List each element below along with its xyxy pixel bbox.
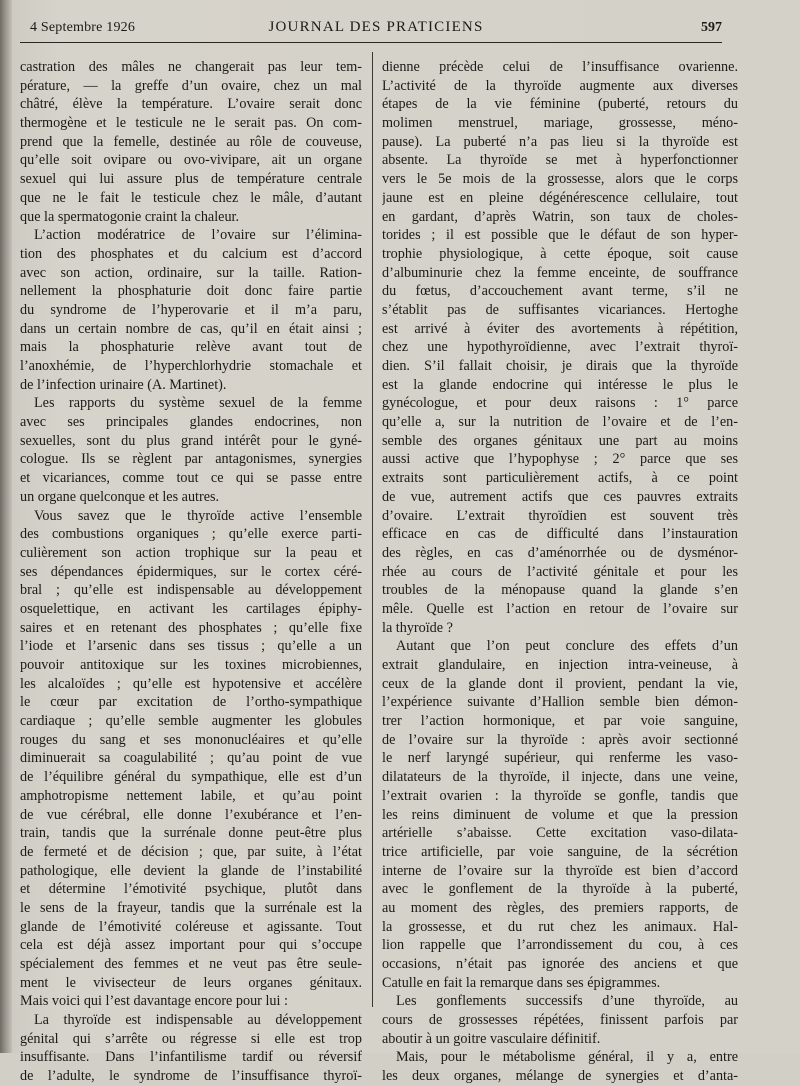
text-line: de vue cérébral, elle donne l’exubérance et l’en- <box>20 806 362 823</box>
text-line: amphotropisme nettement labile, et qu’au point <box>20 787 362 804</box>
text-line: de vue, autrement actifs que ces pauvres extraits <box>382 488 738 505</box>
text-line: d’albuminurie chez la femme enceinte, de souffrance <box>382 264 738 281</box>
text-line: sexuelles, sont du plus grand intérêt pour le gyné- <box>20 432 362 449</box>
text-line: de fermeté et de décision ; que, par suite, à l’état <box>20 843 362 860</box>
text-line: diminuerait sa coagulabilité ; qu’au point de vue <box>20 750 362 767</box>
text-line: Catulle en fait la remarque dans ses épigrammes. <box>382 974 661 991</box>
text-line: d’ovaire. L’extrait thyroïdien est souvent très <box>382 507 738 524</box>
text-line: l’expérience suivante d’Hallion semble bien démon- <box>382 694 738 711</box>
text-line: pathologique, elle devient la glande de l’instabilité <box>20 862 362 879</box>
text-line: train, tandis que la surrénale donne peut-être plus <box>20 825 362 842</box>
text-line: Vous savez que le thyroïde active l’ensemble <box>34 507 362 524</box>
text-line: et vicariances, comme tout ce qui se passe entre <box>20 470 362 487</box>
text-line: pouvoir antitoxique sur les toxines microbiennes, <box>20 657 362 673</box>
text-line: de l’infection urinaire (A. Martinet). <box>20 376 227 393</box>
text-line: nellement la phosphaturie doit donc faire partie <box>20 283 362 300</box>
text-line: molimen menstruel, mariage, grossesse, méno- <box>382 115 738 132</box>
text-line: bral ; qu’elle est indispensable au développement <box>20 582 362 599</box>
text-line: L’action modératrice de l’ovaire sur l’élimina- <box>34 227 362 244</box>
text-line: ses dépendances épidermiques, sur le cortex céré- <box>20 563 362 580</box>
text-line: s’établit pas de suffisantes vicariances. Hertoghe <box>382 301 738 318</box>
text-line: cela est déjà assez important pour qui s’occupe <box>20 937 362 954</box>
text-line: gynécologue, et pour deux raisons : 1° parce <box>382 395 738 412</box>
text-line: Autant que l’on peut conclure des effets d’un <box>396 638 738 655</box>
text-line: cologue. Ils se règlent par antagonismes, synergies <box>20 451 362 468</box>
text-line: du syndrome de l’hyperovarie et il m’a paru, <box>20 301 362 318</box>
text-line: torides ; il est possible que le défaut de son hyper- <box>382 227 738 244</box>
text-line: les deux organes, mélange de synergies et d’anta- <box>382 1068 738 1085</box>
text-line: Les rapports du système sexuel de la femme <box>34 395 362 412</box>
text-line: les alcaloïdes ; qu’elle est hypotensive et accélère <box>20 675 362 692</box>
text-line: L’activité de la thyroïde augmente aux diverses <box>382 77 738 94</box>
text-line: est arrivé à éviter des avortements à répétition, <box>382 320 738 337</box>
running-header <box>30 16 722 40</box>
text-line: dien. S’il fallait choisir, je dirais que la thyroïde <box>382 358 738 374</box>
text-line: cours de grossesses répétées, finissent parfois par <box>382 1012 738 1029</box>
text-line: le cœur par excitation de l’ortho-sympathique <box>20 694 362 711</box>
text-line: que la spermatogonie craint la chaleur. <box>20 208 240 225</box>
text-line: au moment des règles, des premiers rapports, de <box>382 899 738 916</box>
text-line: Mais voici qui l’est davantage encore pour lui : <box>20 993 288 1010</box>
text-line: des règles, en cas d’aménorrhée ou de dysménor- <box>382 544 738 561</box>
text-line: avec le gonflement de la thyroïde à la puberté, <box>382 881 738 898</box>
page-number: 597 <box>701 20 722 35</box>
text-line: l’extrait ovarien : la thyroïde se gonfle, tandis que <box>382 787 738 804</box>
text-line: extrait glandulaire, en injection intra-veineuse, à <box>382 657 738 673</box>
text-line: qu’elle soit ovipare ou ovo-vivipare, ait un organe <box>20 152 362 169</box>
text-line: Les gonflements successifs d’une thyroïde, au <box>396 993 738 1010</box>
text-line: rouges du sang et ses mononucléaires et qu’elle <box>20 731 362 748</box>
text-line: ment le vivisecteur de leurs organes génitaux. <box>20 974 362 991</box>
text-line: le sens de la frayeur, tandis que la surrénale est la <box>20 899 362 916</box>
text-line: La thyroïde est indispensable au développement <box>34 1012 362 1029</box>
text-line: de l’adulte, le syndrome de l’insuffisance thyroï- <box>20 1068 362 1085</box>
text-line: trer l’action hormonique, et par voie sanguine, <box>382 713 738 730</box>
text-line: jaune est en pleine dégénérescence cellulaire, tout <box>382 189 738 206</box>
right-column <box>382 58 738 1086</box>
text-line: du fœtus, d’accouchement avant terme, s’il ne <box>382 283 738 300</box>
text-line: la grossesse, et du rut chez les animaux. Hal- <box>382 918 738 935</box>
text-line: l’anoxhémie, de l’hyperchlorhydrie stomachale et <box>20 358 362 374</box>
text-line: en gardant, d’après Watrin, son taux de choles- <box>382 208 738 225</box>
text-line: dans un certain nombre de cas, qu’il en était ainsi ; <box>20 320 362 337</box>
text-line: des combustions organiques ; qu’elle exerce parti- <box>20 526 362 543</box>
text-line: mêle. Quelle est l’action en retour de l’ovaire sur <box>382 600 738 617</box>
text-line: est la glande endocrine qui intéresse le plus le <box>382 376 738 393</box>
column-divider <box>372 52 373 1007</box>
text-line: la thyroïde ? <box>382 619 453 636</box>
text-line: mais la phosphaturie relève avant tout de <box>20 339 362 356</box>
text-line: un organe quelconque et les autres. <box>20 488 220 505</box>
text-line: tion des phosphates et du calcium est d’accord <box>20 245 362 262</box>
text-line: occasions, n’était pas ignorée des anciens et que <box>382 956 738 972</box>
text-line: dienne précède celui de l’insuffisance ovarienne. <box>382 59 738 75</box>
text-line: avec ses principales glandes endocrines, non <box>20 414 362 431</box>
text-line: glande de l’émotivité coléreuse et agissante. Tout <box>20 918 362 935</box>
text-line: rhée au cours de l’activité génitale et pour les <box>382 563 738 580</box>
text-line: châtré, élève la température. L’ovaire serait donc <box>20 96 362 113</box>
text-line: absente. La thyroïde se met à hyperfonctionner <box>382 152 738 169</box>
text-line: efficace en cas de difficulté dans l’instauration <box>382 526 738 543</box>
text-line: trophie physiologique, à cette époque, soit cause <box>382 245 738 262</box>
journal-title: JOURNAL DES PRATICIENS <box>268 19 484 35</box>
text-line: semble des organes génitaux une part au moins <box>382 432 738 449</box>
text-line: cardiaque ; qu’elle semble augmenter les globules <box>20 713 362 730</box>
text-line: insuffisante. Dans l’infantilisme tardif ou réversif <box>20 1049 362 1066</box>
text-line: troubles de la ménopause quand la glande s’en <box>382 582 738 599</box>
text-line: interne de l’ovaire sur la thyroïde est bien d’accord <box>382 862 738 879</box>
text-line: dilatateurs de la thyroïde, il injecte, dans une veine, <box>382 769 738 786</box>
text-line: de l’ovaire sur la thyroïde : après avoir sectionné <box>382 731 738 748</box>
text-line: avec son action, ordinaire, sur la taille. Ration- <box>20 264 362 281</box>
header-rule <box>20 42 722 43</box>
text-line: prend que la femelle, destinée au rôle de couveuse, <box>20 133 362 150</box>
text-line: pause). La puberté n’a pas lieu si la thyroïde est <box>382 133 738 150</box>
text-line: chez une hypothyroïdienne, avec l’extrait thyroï- <box>382 339 738 356</box>
text-line: thermogène et le testicule ne le serait pas. On com- <box>20 115 362 132</box>
text-line: lion rappelle que l’arrondissement du cou, à ces <box>382 937 738 954</box>
text-line: que ne le fait le testicule chez le mâle, d’autant <box>20 189 362 206</box>
text-line: et détermine l’émotivité psychique, plutôt dans <box>20 881 362 898</box>
text-line: castration des mâles ne changerait pas leur tem- <box>20 59 362 75</box>
text-line: trice artificielle, par voie sanguine, de la sécrétion <box>382 843 738 860</box>
text-line: artérielle s’abaisse. Cette excitation vaso-dilata- <box>382 825 738 842</box>
text-line: Mais, pour le métabolisme général, il y a, entre <box>396 1049 738 1066</box>
text-line: génital qui s’arrête ou régresse si elle est trop <box>20 1030 362 1047</box>
header-date: 4 Septembre 1926 <box>30 20 136 35</box>
text-line: saires et en retenant des phosphates ; qu’elle fixe <box>20 619 362 636</box>
text-line: aussi active que l’hypophyse ; 2° parce que ses <box>382 451 738 468</box>
text-line: aboutir à un goitre vasculaire définitif. <box>382 1030 601 1047</box>
text-line: le nerf laryngé supérieur, qui renferme les vaso- <box>382 750 738 767</box>
text-line: ceux de la glande dont il provient, pendant la vie, <box>382 675 738 692</box>
text-line: culièrement son action trophique sur la peau et <box>20 544 362 561</box>
book-spine-shadow <box>0 0 12 1053</box>
text-line: pérature, — la greffe d’un ovaire, chez un mal <box>20 77 362 94</box>
text-line: les reins diminuent de volume et que la pression <box>382 806 738 823</box>
text-line: l’iode et l’arsenic dans ses tissus ; qu’elle a un <box>20 638 362 655</box>
text-line: osquelettique, en activant les cartilages épiphy- <box>20 600 362 617</box>
text-line: qu’elle a, sur la nutrition de l’ovaire et de l’en- <box>382 414 738 431</box>
text-line: de l’équilibre général du sympathique, elle est d’un <box>20 769 362 786</box>
text-line: vers le 5e mois de la grossesse, alors que le corps <box>382 171 738 188</box>
text-line: sexuel qui lui assure plus de température centrale <box>20 171 362 188</box>
text-line: étapes de la vie féminine (puberté, retours du <box>382 96 738 113</box>
text-line: spécialement des femmes et ne veut pas être seule- <box>20 956 362 972</box>
left-column <box>20 58 362 1086</box>
text-line: extraits sont particulièrement actifs, à ce point <box>382 470 738 487</box>
